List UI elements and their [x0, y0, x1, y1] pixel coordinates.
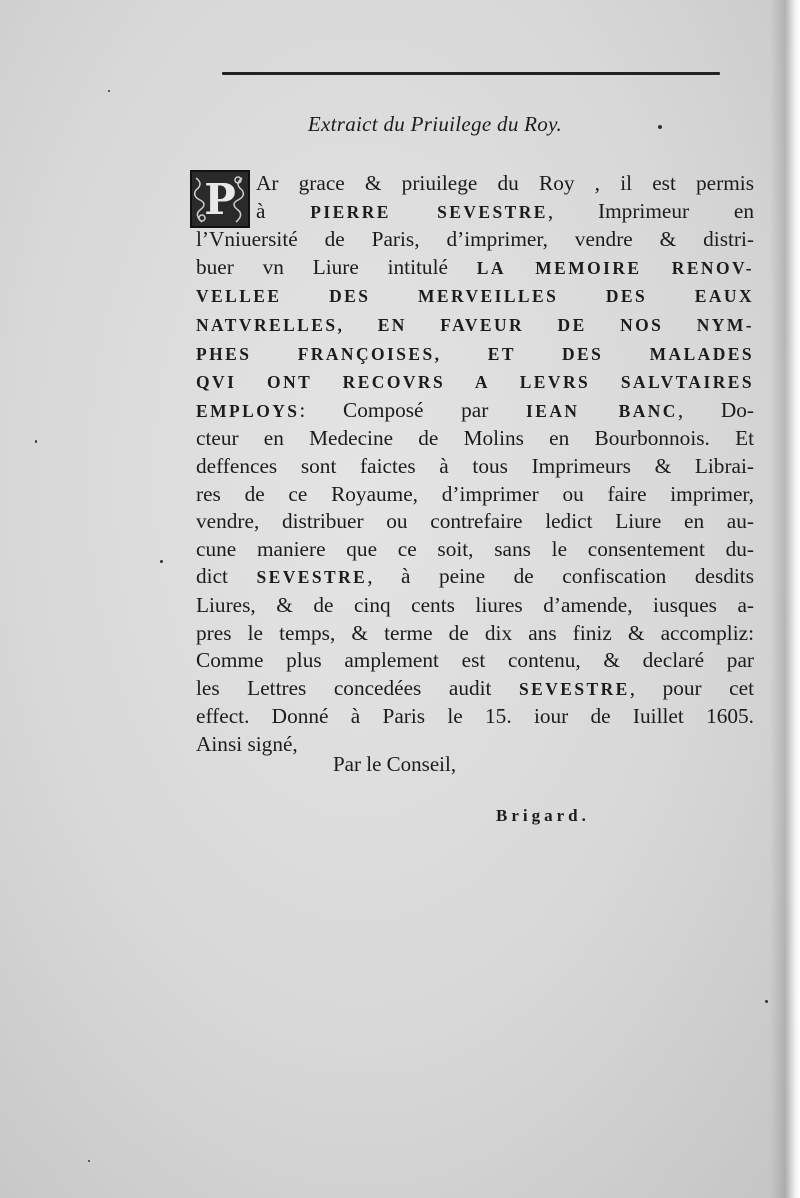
body-line [196, 731, 754, 759]
body-line [196, 226, 754, 254]
text-run: buer vn Liure intitulé [196, 254, 477, 279]
body-line [196, 647, 754, 675]
small-caps-text: PIERRE SEVESTRE [310, 201, 548, 222]
small-caps-text: PHES FRANÇOISES, ET DES MALADES [196, 343, 754, 364]
text-run: Ainsi signé, [196, 731, 298, 756]
body-line [196, 170, 754, 198]
text-run: Ar grace & priuilege du Roy , il est permis [256, 171, 754, 195]
text-run: vendre, distribuer ou contrefaire ledict Liure en au- [196, 509, 754, 534]
text-run: à [256, 198, 311, 223]
body-line [196, 592, 754, 620]
body-line [196, 675, 754, 704]
text-run: Liures, & de cinq cents liures d’amende, iusques a- [196, 592, 754, 617]
small-caps-text: NATVRELLES, EN FAVEUR DE NOS NYM- [196, 314, 754, 335]
text-run: deffences sont faictes à tous Imprimeurs & Librai- [196, 453, 754, 478]
body-line [196, 368, 754, 397]
small-caps-text: EMPLOYS [196, 400, 300, 421]
ink-speck [88, 1160, 90, 1162]
text-run: , Do- [677, 397, 754, 422]
body-line [196, 311, 754, 340]
ink-speck [35, 440, 37, 443]
ink-speck [658, 125, 662, 129]
text-run: , pour cet [629, 675, 754, 700]
body-line [196, 620, 754, 648]
text-run: cteur en Medecine de Molins en Bourbonnois. Et [196, 426, 754, 451]
privilege-title: Extraict du Priuilege du Roy. [307, 112, 563, 136]
text-run: dict [196, 564, 257, 589]
page-gutter-shadow [770, 0, 800, 1198]
header-rule [222, 72, 720, 75]
body-line [196, 198, 754, 227]
small-caps-text: SEVESTRE [256, 567, 368, 588]
body-line [196, 254, 754, 283]
par-le-conseil: Par le Conseil, [333, 752, 457, 776]
body-line [196, 481, 754, 509]
small-caps-text: LA MEMOIRE RENOV- [476, 257, 754, 278]
text-run: Comme plus amplement est contenu, & declaré par [196, 648, 754, 673]
body-line [196, 703, 754, 731]
body-line [196, 536, 754, 564]
signature-brigard: Brigard. [496, 806, 590, 825]
text-run: cune maniere que ce soit, sans le consentement du- [196, 536, 754, 561]
ink-speck [160, 560, 163, 563]
text-run: , Imprimeur en [547, 198, 754, 223]
text-run: l’Vniuersité de Paris, d’imprimer, vendre & distri- [196, 227, 754, 252]
small-caps-text: QVI ONT RECOVRS A LEVRS SALVTAIRES [196, 372, 754, 393]
text-run: pres le temps, & terme de dix ans finiz & accompliz: [196, 620, 754, 645]
body-line [196, 508, 754, 536]
text-run: : Composé par [299, 397, 527, 422]
body-line [196, 425, 754, 453]
body-line [196, 453, 754, 481]
small-caps-text: IEAN BANC [526, 400, 678, 421]
text-run: effect. Donné à Paris le 15. iour de Iuillet 1605. [196, 704, 754, 729]
body-line [196, 340, 754, 369]
ink-speck [108, 90, 110, 92]
small-caps-text: SEVESTRE [519, 678, 630, 699]
body-line [196, 563, 754, 592]
body-line [196, 397, 754, 426]
text-run: les Lettres concedées audit [196, 675, 519, 700]
dropcap-letter: P [204, 175, 236, 224]
text-run: , à peine de confiscation desdits [367, 564, 754, 589]
ink-speck [765, 1000, 768, 1003]
text-run: res de ce Royaume, d’imprimer ou faire imprimer, [196, 481, 754, 506]
privilege-body-text [196, 170, 754, 758]
body-line [196, 282, 754, 311]
small-caps-text: VELLEE DES MERVEILLES DES EAUX [196, 286, 754, 307]
